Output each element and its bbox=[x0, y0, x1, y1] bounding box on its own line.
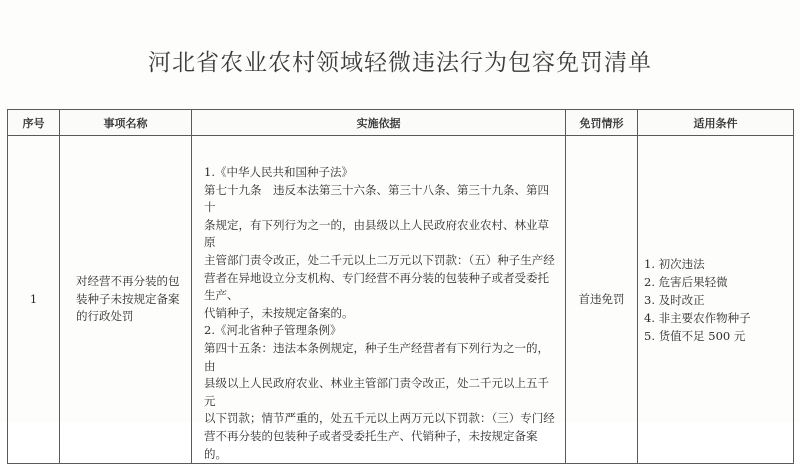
basis-line: 以下罚款；情节严重的，处五千元以上两万元以下罚款：（三）专门经 bbox=[204, 411, 555, 426]
cell-item-name: 对经营不再分装的包装种子未按规定备案的行政处罚 bbox=[60, 136, 192, 464]
condition-item: 2. 危害后果轻微 bbox=[644, 274, 728, 289]
condition-item: 4. 非主要农作物种子 bbox=[644, 310, 751, 325]
basis-line: 2.《河北省种子管理条例》 bbox=[204, 323, 342, 338]
condition-item: 3. 及时改正 bbox=[644, 292, 705, 307]
basis-line: 第七十九条 违反本法第三十六条、第三十八条、第三十九条、第四十 bbox=[204, 182, 549, 215]
table-header-row bbox=[8, 110, 794, 136]
header-item-name: 事项名称 bbox=[60, 110, 192, 136]
cell-no: 1 bbox=[8, 136, 60, 464]
header-conditions: 适用条件 bbox=[638, 110, 794, 136]
condition-item: 5. 货值不足 500 元 bbox=[644, 328, 746, 343]
basis-line: 代销种子，未按规定备案的。 bbox=[204, 305, 354, 320]
basis-line: 营不再分装的包装种子或者受委托生产、代销种子，未按规定备案的。 bbox=[204, 428, 538, 461]
document-title: 河北省农业农村领域轻微违法行为包容免罚清单 bbox=[148, 50, 652, 76]
cell-basis bbox=[192, 136, 566, 464]
penalty-exemption-table bbox=[7, 109, 794, 464]
basis-line: 营者在异地设立分支机构、专门经营不再分装的包装种子或者受委托生产、 bbox=[204, 270, 549, 303]
cell-conditions bbox=[638, 136, 794, 464]
condition-item: 1. 初次违法 bbox=[644, 256, 705, 271]
header-basis: 实施依据 bbox=[192, 110, 566, 136]
basis-line: 主管部门责令改正，处二千元以上二万元以下罚款：（五）种子生产经 bbox=[204, 252, 555, 267]
header-no: 序号 bbox=[8, 110, 60, 136]
header-circumstance: 免罚情形 bbox=[566, 110, 638, 136]
cell-circumstance: 首违免罚 bbox=[566, 136, 638, 464]
basis-line: 县级以上人民政府农业、林业主管部门责令改正，处二千元以上五千元 bbox=[204, 376, 549, 408]
table-row bbox=[8, 136, 794, 464]
basis-line: 1.《中华人民共和国种子法》 bbox=[204, 165, 353, 179]
basis-line: 条规定，有下列行为之一的，由县级以上人民政府农业农村、林业草原 bbox=[204, 217, 549, 250]
basis-line: 第四十五条：违法本条例规定，种子生产经营者有下列行为之一的，由 bbox=[204, 340, 549, 373]
